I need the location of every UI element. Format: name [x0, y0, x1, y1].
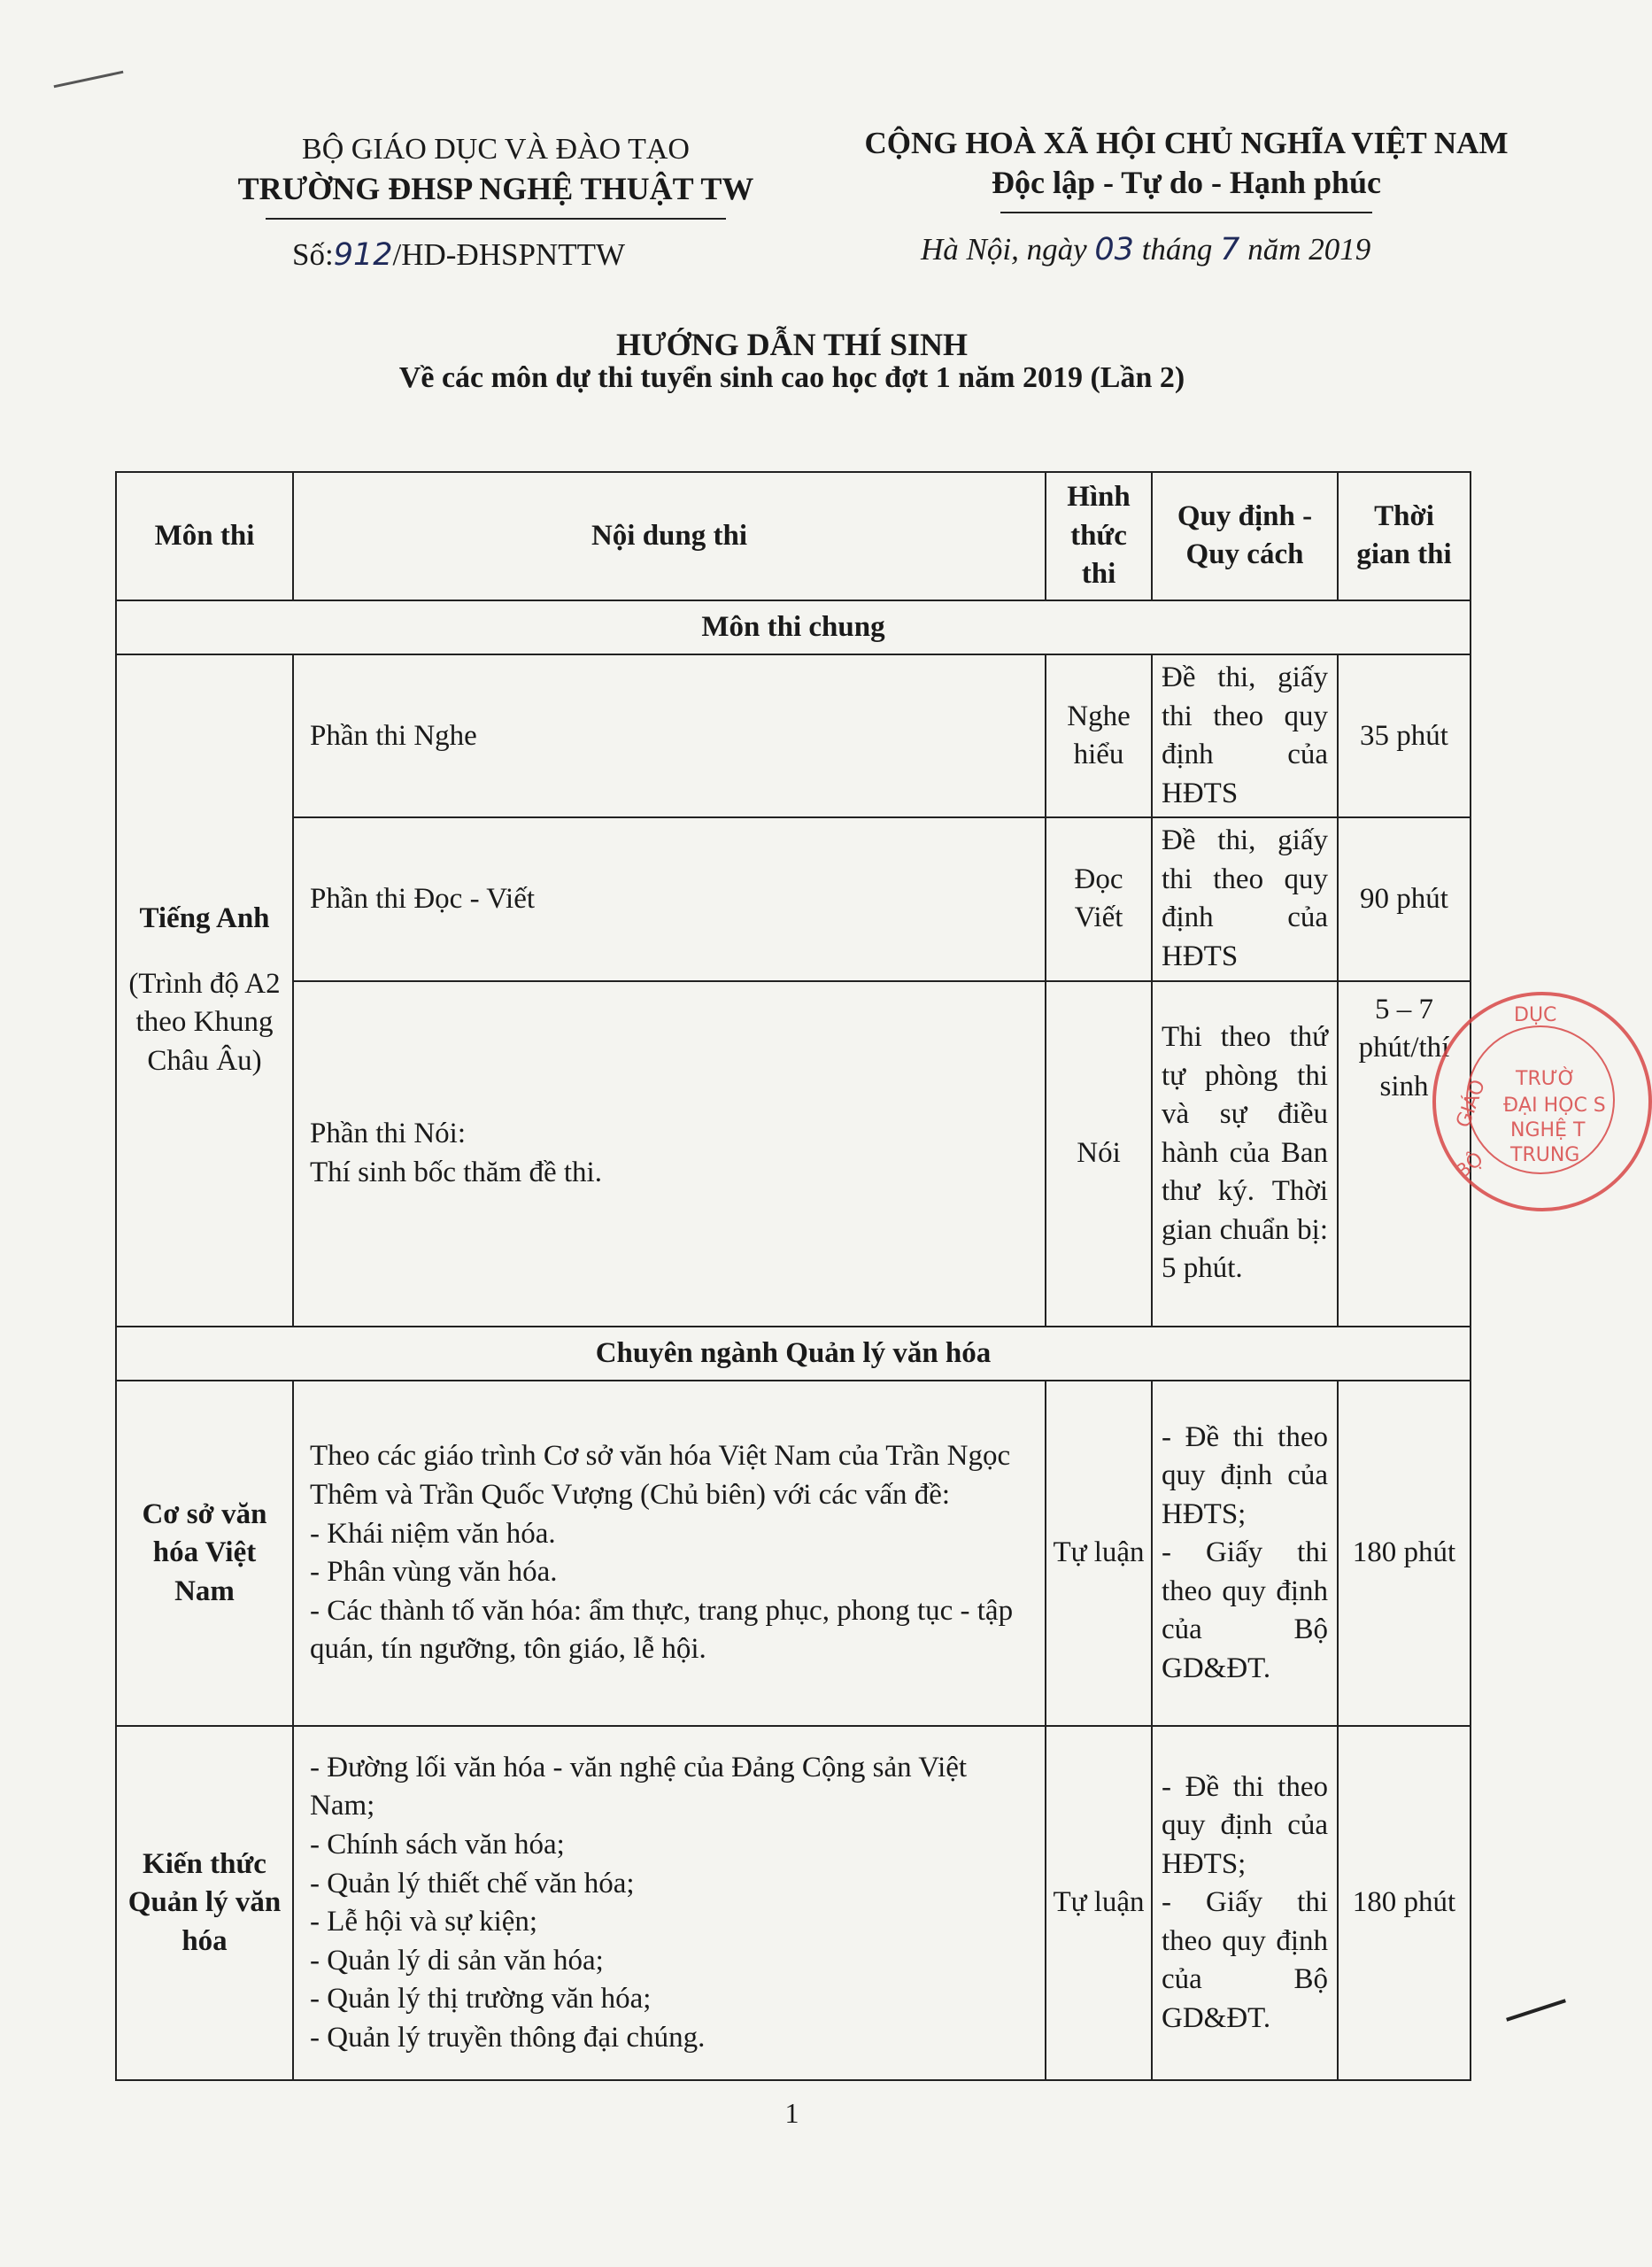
date-year-label: năm	[1247, 232, 1301, 267]
content-line: - Khái niệm văn hóa.	[310, 1517, 556, 1550]
content-line: - Quản lý truyền thông đại chúng.	[310, 2021, 706, 2054]
content-cell: Phần thi Đọc - Viết	[293, 817, 1046, 980]
content-line: - Đường lối văn hóa - văn nghệ của Đảng Cộng sản Việt Nam;	[310, 1751, 968, 1822]
time-cell: 90 phút	[1338, 817, 1471, 980]
section-row	[116, 1327, 1471, 1381]
section-title: Chuyên ngành Quản lý văn hóa	[116, 1327, 1471, 1381]
subject-name: Kiến thức Quản lý văn hóa	[116, 1726, 293, 2080]
rule-cell: Đề thi, giấy thi theo quy định của HĐTS	[1152, 654, 1338, 817]
section-title: Môn thi chung	[116, 600, 1471, 655]
content-line: - Quản lý di sản văn hóa;	[310, 1944, 604, 1977]
table-row	[116, 1381, 1471, 1726]
form-cell: Đọc Viết	[1046, 817, 1152, 980]
rule-cell	[1152, 1726, 1338, 2080]
official-seal	[1432, 992, 1652, 1211]
content-cell	[293, 981, 1046, 1327]
rule-cell	[1152, 1381, 1338, 1726]
col-header-mon: Môn thi	[116, 472, 293, 600]
docno-label: Số:	[292, 237, 334, 272]
rule-line: - Giấy thi theo quy định của Bộ GD&ĐT.	[1162, 1536, 1328, 1684]
nation-name: CỘNG HOÀ XÃ HỘI CHỦ NGHĨA VIỆT NAM	[864, 126, 1509, 160]
subject-name: Cơ sở văn hóa Việt Nam	[116, 1381, 293, 1726]
content-cell	[293, 1726, 1046, 2080]
col-header-quydinh: Quy định - Quy cách	[1152, 472, 1338, 600]
date-month-label: tháng	[1141, 232, 1213, 267]
form-cell: Nghe hiểu	[1046, 654, 1152, 817]
table-row	[116, 654, 1471, 817]
content-cell: Phần thi Nghe	[293, 654, 1046, 817]
subject-name: Tiếng Anh	[139, 902, 270, 935]
rule-cell: Thi theo thứ tự phòng thi và sự điều hành của Ban thư ký. Thời gian chuẩn bị: 5 phút.	[1152, 981, 1338, 1327]
content-line: - Phân vùng văn hóa.	[310, 1556, 558, 1589]
seal-text: DỤC	[1514, 1004, 1557, 1026]
signature-mark	[1506, 1999, 1566, 2021]
table-row	[116, 817, 1471, 980]
header-right	[823, 124, 1549, 213]
ministry-name: BỘ GIÁO DỤC VÀ ĐÀO TẠO	[302, 133, 690, 166]
school-name: TRƯỜNG ĐHSP NGHỆ THUẬT TW	[237, 170, 754, 206]
rule-line: - Đề thi theo quy định của HĐTS;	[1162, 1420, 1328, 1530]
pen-mark	[54, 71, 124, 89]
section-row	[116, 600, 1471, 655]
subject-subtitle: (Trình độ A2 theo Khung Châu Âu)	[128, 967, 281, 1077]
seal-text: NGHỆ T	[1510, 1119, 1586, 1141]
rule-line: - Đề thi theo quy định của HĐTS;	[1162, 1770, 1328, 1880]
header-right-rule	[1000, 212, 1372, 213]
docno-suffix: /HD-ĐHSPNTTW	[392, 237, 625, 272]
seal-text: GIÁO	[1452, 1077, 1490, 1131]
content-cell	[293, 1381, 1046, 1726]
form-cell: Tự luận	[1046, 1381, 1152, 1726]
rule-cell: Đề thi, giấy thi theo quy định của HĐTS	[1152, 817, 1338, 980]
seal-text: BỘ	[1451, 1148, 1488, 1184]
motto: Độc lập - Tự do - Hạnh phúc	[991, 164, 1382, 200]
time-cell: 180 phút	[1338, 1726, 1471, 2080]
content-line: Phần thi Nói:	[310, 1118, 467, 1150]
docno-handwritten: 912	[333, 237, 393, 273]
table-row	[116, 981, 1471, 1327]
content-line: Theo các giáo trình Cơ sở văn hóa Việt Nam của Trần Ngọc Thêm và Trần Quốc Vượng (Chủ biên) với các vấn đề:	[310, 1440, 1011, 1512]
exam-table	[115, 471, 1471, 2081]
content-line: - Các thành tố văn hóa: ẩm thực, trang phục, phong tục - tập quán, tín ngưỡng, tôn giáo, lễ hội.	[310, 1594, 1014, 1666]
table-row	[116, 1726, 1471, 2080]
date-month: 7	[1220, 232, 1240, 267]
rule-line: - Giấy thi theo quy định của Bộ GD&ĐT.	[1162, 1886, 1328, 2034]
content-line: - Quản lý thị trường văn hóa;	[310, 1983, 652, 2016]
document-title: HƯỚNG DẪN THÍ SINH	[615, 327, 969, 362]
form-cell: Nói	[1046, 981, 1152, 1327]
seal-text: TRUNG	[1510, 1144, 1580, 1166]
header-left-rule	[266, 218, 726, 220]
document-subtitle: Về các môn dự thi tuyển sinh cao học đợt 1 năm 2019 (Lần 2)	[398, 361, 1185, 394]
header-left	[204, 131, 788, 220]
seal-text: TRƯỜ	[1516, 1068, 1576, 1090]
document-date	[921, 232, 1370, 267]
date-day: 03	[1094, 232, 1134, 267]
subject-cell	[116, 654, 293, 1326]
time-cell: 35 phút	[1338, 654, 1471, 817]
date-prefix: Hà Nội, ngày	[921, 232, 1087, 267]
content-line: - Chính sách văn hóa;	[310, 1829, 565, 1861]
page-number: 1	[784, 2097, 799, 2129]
col-header-noidung: Nội dung thi	[293, 472, 1046, 600]
content-line: Thí sinh bốc thăm đề thi.	[310, 1156, 602, 1188]
content-line: - Quản lý thiết chế văn hóa;	[310, 1867, 635, 1899]
time-cell: 180 phút	[1338, 1381, 1471, 1726]
time-cell: 5 – 7 phút/thí sinh	[1338, 981, 1471, 1327]
col-header-hinhthuc: Hình thức thi	[1046, 472, 1152, 600]
seal-text: ĐẠI HỌC S	[1503, 1095, 1606, 1117]
document-number	[292, 237, 625, 273]
date-year: 2019	[1308, 232, 1371, 267]
content-line: - Lễ hội và sự kiện;	[310, 1906, 538, 1938]
col-header-thoigian: Thời gian thi	[1338, 472, 1471, 600]
form-cell: Tự luận	[1046, 1726, 1152, 2080]
table-header-row	[116, 472, 1471, 600]
